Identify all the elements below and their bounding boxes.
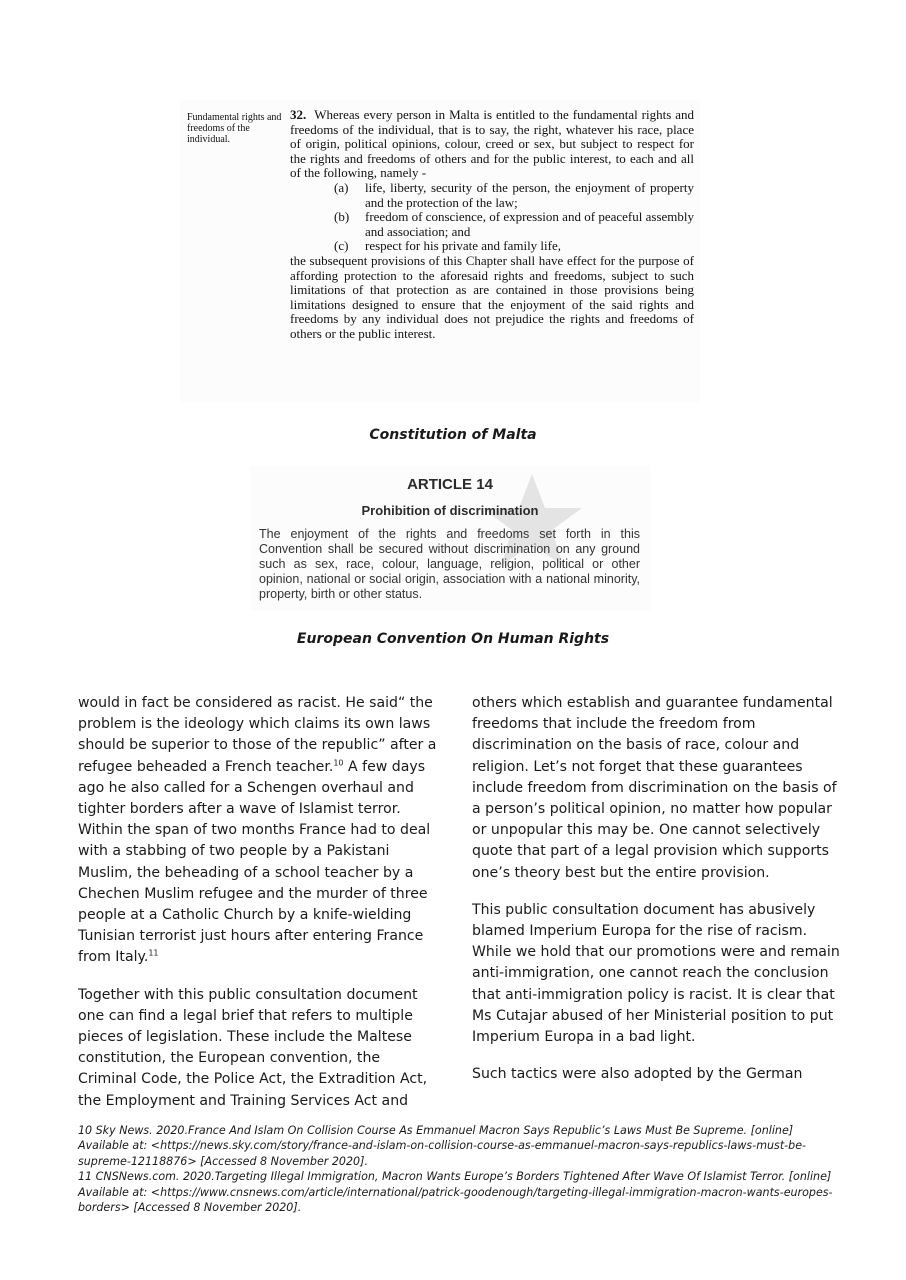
paragraph: This public consultation document has abusively blamed Imperium Europa for the rise of racism. While we hold that our promotions were and remain anti-immigration, one cannot reach the conclusion that anti-immigration policy is racist. It is clear that Ms Cutajar abused of her Ministerial position to put Imperium Europa in a bad light. (472, 901, 840, 1046)
list-item: (c) respect for his private and family life, (334, 238, 562, 254)
article-heading: Prohibition of discrimination (361, 503, 539, 518)
caption-echr: European Convention On Human Rights (296, 631, 610, 647)
paragraph: would in fact be considered as racist. He said“ the problem is the ideology which claims its own laws should be superior to those of the republic” after a refugee beheaded a French teacher.$^{10}$ A few days ago he also called for a Schengen overhaul and tighter borders after a wave of Islamist terror. Within the span of two months France had to deal with a stabbing of two people by a Pakistani Muslim, the beheading of a school teacher by a Chechen Muslim refugee and the murder of three people at a Catholic Church by a knife-wielding Tunisian terrorist just hours after entering France from Italy.$^{11}$ (78, 695, 437, 966)
article-text: The enjoyment of the rights and freedoms set forth in this Convention shall be secured without discrimination on any ground such as sex, race, colour, language, religion, political or other opinion, national or social origin, association with a national minority, property, birth or other status. (259, 527, 640, 601)
section-conclusion: the subsequent provisions of this Chapter shall have effect for the purpose of affording protection to the aforesaid rights and freedoms, subject to such limitations of that protection as are contained in those provisions being limitations designed to ensure that the enjoyment of the said rights and freedoms by any individual does not prejudice the rights and freedoms of others or the public interest. (290, 252, 694, 341)
left-column (78, 693, 440, 1128)
footnotes (78, 1123, 838, 1215)
paragraph: Together with this public consultation document one can find a legal brief that refers to multiple pieces of legislation. These include the Maltese constitution, the European convention, the Criminal Code, the Police Act, the Extradition Act, the Employment and Training Services Act and (78, 986, 428, 1109)
echr-excerpt (250, 466, 650, 611)
article-number: ARTICLE 14 (407, 476, 493, 493)
right-column (472, 693, 842, 1101)
malta-constitution-excerpt (180, 100, 700, 402)
paragraph: others which establish and guarantee fundamental freedoms that include the freedom from discrimination on the basis of race, colour and religion. Let’s not forget that these guarantees include freedom from discrimination on the basis of a person’s political opinion, no matter how popular or unpopular this may be. One cannot selectively quote that part of a legal provision which supports one’s theory best but the entire provision. (472, 695, 837, 881)
section-intro: Whereas every person in Malta is entitled to the fundamental rights and freedoms of the individual, that is to say, the right, whatever his race, place of origin, political opinions, colour, creed or sex, but subject to respect for the rights and freedoms of others and for the public interest, to each and all of the following, namely - (290, 107, 694, 181)
list-item: (a) life, liberty, security of the person, the enjoyment of property and the protection of the law; (334, 179, 694, 210)
margin-note: Fundamental rights and freedoms of the individual. (187, 112, 282, 145)
footnote-ref: 11 (148, 948, 159, 958)
footnote-ref: 10 (333, 757, 344, 767)
footnote: 11 CNSNews.com. 2020.Targeting Illegal Immigration, Macron Wants Europe’s Borders Tightened After Wave Of Islamist Terror. [online] Available at: <https://www.cnsnews.com/article/international/patrick-goodenough/targeting-illegal-immigration-macron-wants-europes-borders> [Accessed 8 November 2020]. (78, 1170, 833, 1215)
caption-malta: Constitution of Malta (369, 427, 537, 443)
list-item: (b) freedom of conscience, of expression and of peaceful assembly and association; and (334, 209, 694, 239)
paragraph: Such tactics were also adopted by the German (472, 1066, 803, 1083)
article-32-text (290, 108, 694, 342)
section-number: 32. (290, 107, 307, 122)
footnote: 10 Sky News. 2020.France And Islam On Collision Course As Emmanuel Macron Says Republic’s Laws Must Be Supreme. [online] Available at: <https://news.sky.com/story/france-and-islam-on-collision-course-as-emmanuel-macron-says-republics-laws-must-be-supreme-12118876> [Accessed 8 November 2020]. (78, 1124, 807, 1168)
